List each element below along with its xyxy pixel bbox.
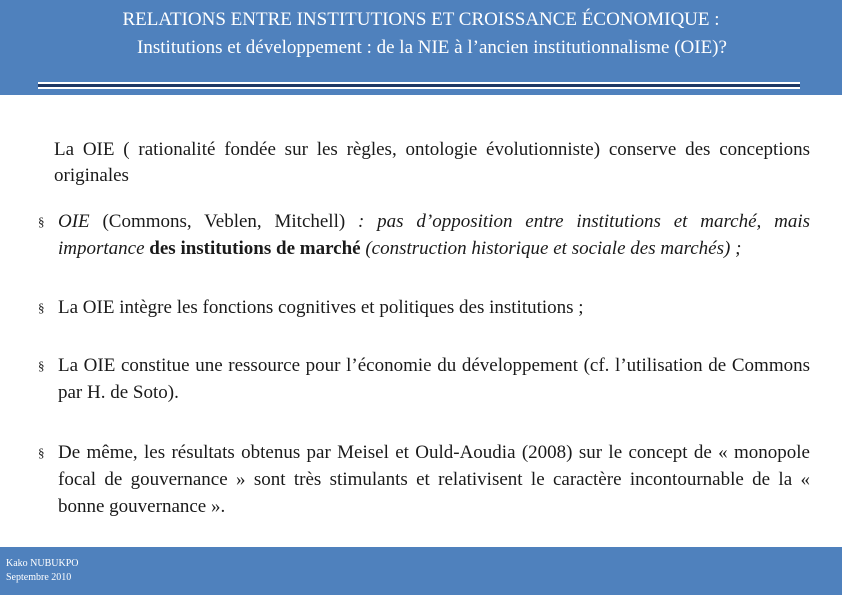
bullet-text-emphasis: des institutions de marché [149, 238, 361, 259]
header-divider [38, 82, 800, 89]
footer-date: Septembre 2010 [6, 572, 72, 583]
footer-author: Kako NUBUKPO [6, 558, 79, 569]
intro-paragraph [38, 137, 810, 189]
bullet-item-oie [38, 208, 810, 262]
bullet-item-gouvernance [38, 439, 810, 520]
intro-text: La OIE ( rationalité fondée sur les règles, ontologie évolutionniste) conserve des conceptions originales [54, 139, 810, 186]
bullet-icon: § [38, 214, 45, 229]
bullet-item-cognitive [38, 294, 810, 321]
bullet-text-construction: (construction historique et sociale des marchés) ; [360, 238, 742, 259]
slide-subtitle: Institutions et développement : de la NIE à l’ancien institutionnalisme (OIE)? [137, 37, 727, 58]
bullet-text [58, 208, 810, 262]
bullet-icon: § [38, 445, 45, 460]
slide-title: RELATIONS ENTRE INSTITUTIONS ET CROISSANCE ÉCONOMIQUE : [122, 9, 720, 30]
footer-bar [0, 547, 842, 595]
bullet-item-ressource [38, 352, 810, 406]
bullet-text-authors: (Commons, Veblen, Mitchell) [89, 211, 359, 232]
bullet-text-oie: OIE [58, 211, 90, 232]
bullet-text: La OIE intègre les fonctions cognitives et politiques des institutions ; [58, 297, 584, 318]
bullet-text: La OIE constitue une ressource pour l’économie du développement (cf. l’utilisation de Commons par H. de Soto). [58, 355, 810, 403]
bullet-text-opposition: : pas d’opposition entre institutions et marché, mais importance [58, 211, 810, 259]
bullet-icon: § [38, 358, 45, 373]
bullet-text: De même, les résultats obtenus par Meisel et Ould-Aoudia (2008) sur le concept de « monopole focal de gouvernance » sont très stimulants et relativisent le caractère incontournable de la « bonne gouvernance ». [58, 442, 810, 517]
bullet-icon: § [38, 300, 45, 315]
